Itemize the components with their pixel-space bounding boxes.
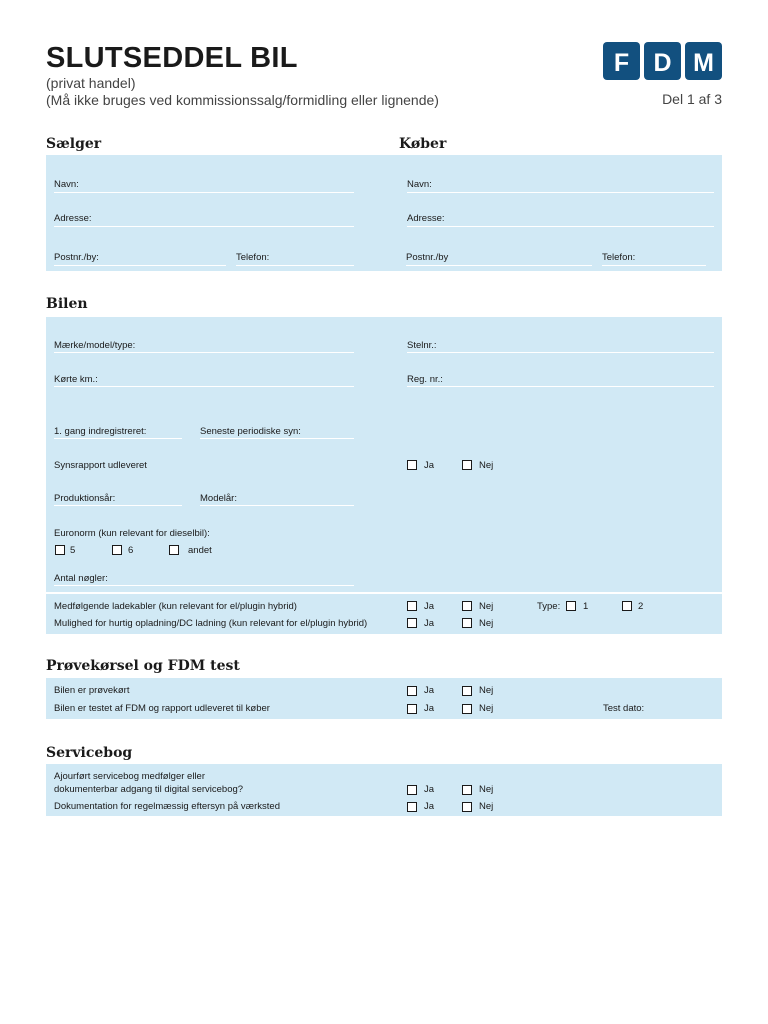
euronorm-5-checkbox[interactable] xyxy=(55,545,65,555)
car-heading: Bilen xyxy=(46,296,88,312)
seller-postal-label: Postnr./by: xyxy=(54,252,99,263)
prod-year-field[interactable] xyxy=(54,505,182,506)
seller-name-field[interactable] xyxy=(54,192,354,193)
fdm-tested-label: Bilen er testet af FDM og rapport udleveret til køber xyxy=(54,703,270,714)
report-yes-label: Ja xyxy=(424,460,435,471)
buyer-address-label: Adresse: xyxy=(407,213,445,224)
report-no-checkbox[interactable] xyxy=(462,460,472,470)
service-book-no-label: Nej xyxy=(479,784,494,795)
cables-yes-label: Ja xyxy=(424,601,435,612)
buyer-postal-field[interactable] xyxy=(406,265,592,266)
cables-no-label: Nej xyxy=(479,601,494,612)
car-panel xyxy=(46,317,722,634)
keys-field[interactable] xyxy=(54,585,354,586)
page-title: SLUTSEDDEL BIL xyxy=(46,42,298,74)
cable-type-label: Type: xyxy=(537,601,561,612)
euronorm-6-checkbox[interactable] xyxy=(112,545,122,555)
fdm-tested-no-checkbox[interactable] xyxy=(462,704,472,714)
car-divider xyxy=(46,592,722,594)
seller-address-field[interactable] xyxy=(54,226,354,227)
buyer-name-label: Navn: xyxy=(407,179,432,190)
fast-charge-no-label: Nej xyxy=(479,618,494,629)
cable-type-1-checkbox[interactable] xyxy=(566,601,576,611)
cables-label: Medfølgende ladekabler (kun relevant for el/plugin hybrid) xyxy=(54,601,297,612)
service-docs-label: Dokumentation for regelmæssig eftersyn på værksted xyxy=(54,801,280,812)
fast-charge-yes-label: Ja xyxy=(424,618,435,629)
buyer-heading: Køber xyxy=(399,136,447,152)
logo-letter-f: F xyxy=(603,42,640,80)
service-book-yes-label: Ja xyxy=(424,784,435,795)
car-make-field[interactable] xyxy=(54,352,354,353)
euronorm-other-label: andet xyxy=(188,545,212,556)
fast-charge-yes-checkbox[interactable] xyxy=(407,618,417,628)
service-book-yes-checkbox[interactable] xyxy=(407,785,417,795)
fast-charge-label: Mulighed for hurtig opladning/DC ladning (kun relevant for el/plugin hybrid) xyxy=(54,618,368,629)
service-heading: Servicebog xyxy=(46,745,133,761)
report-no-label: Nej xyxy=(479,460,494,471)
buyer-postal-label: Postnr./by xyxy=(406,252,449,263)
car-chassis-field[interactable] xyxy=(407,352,714,353)
cables-no-checkbox[interactable] xyxy=(462,601,472,611)
car-reg-field[interactable] xyxy=(407,386,714,387)
model-year-label: Modelår: xyxy=(200,493,237,504)
seller-name-label: Navn: xyxy=(54,179,79,190)
last-inspection-field[interactable] xyxy=(200,438,354,439)
fdm-tested-no-label: Nej xyxy=(479,703,494,714)
cable-type-2-checkbox[interactable] xyxy=(622,601,632,611)
first-reg-field[interactable] xyxy=(54,438,182,439)
buyer-address-field[interactable] xyxy=(407,226,714,227)
model-year-field[interactable] xyxy=(200,505,354,506)
buyer-name-field[interactable] xyxy=(407,192,714,193)
seller-phone-field[interactable] xyxy=(236,265,354,266)
subtitle-private: (privat handel) xyxy=(46,75,136,91)
report-yes-checkbox[interactable] xyxy=(407,460,417,470)
keys-label: Antal nøgler: xyxy=(54,573,108,584)
logo-letter-m: M xyxy=(685,42,722,80)
euronorm-label: Euronorm (kun relevant for dieselbil): xyxy=(54,528,210,539)
euronorm-6-label: 6 xyxy=(128,545,134,556)
service-book-label-2: dokumenterbar adgang til digital servicebog? xyxy=(54,784,244,795)
euronorm-other-checkbox[interactable] xyxy=(169,545,179,555)
test-driven-no-checkbox[interactable] xyxy=(462,686,472,696)
service-docs-yes-label: Ja xyxy=(424,801,435,812)
fast-charge-no-checkbox[interactable] xyxy=(462,618,472,628)
euronorm-5-label: 5 xyxy=(70,545,76,556)
cables-yes-checkbox[interactable] xyxy=(407,601,417,611)
seller-address-label: Adresse: xyxy=(54,213,92,224)
test-driven-label: Bilen er prøvekørt xyxy=(54,685,130,696)
service-docs-no-label: Nej xyxy=(479,801,494,812)
service-docs-yes-checkbox[interactable] xyxy=(407,802,417,812)
buyer-phone-field[interactable] xyxy=(602,265,706,266)
car-make-label: Mærke/model/type: xyxy=(54,340,136,351)
service-book-no-checkbox[interactable] xyxy=(462,785,472,795)
service-book-label-1: Ajourført servicebog medfølger eller xyxy=(54,771,205,782)
test-driven-yes-checkbox[interactable] xyxy=(407,686,417,696)
prod-year-label: Produktionsår: xyxy=(54,493,116,504)
report-label: Synsrapport udleveret xyxy=(54,460,147,471)
car-chassis-label: Stelnr.: xyxy=(407,340,437,351)
logo-letter-d: D xyxy=(644,42,681,80)
test-driven-no-label: Nej xyxy=(479,685,494,696)
buyer-phone-label: Telefon: xyxy=(602,252,636,263)
service-docs-no-checkbox[interactable] xyxy=(462,802,472,812)
fdm-logo xyxy=(603,42,722,80)
car-reg-label: Reg. nr.: xyxy=(407,374,443,385)
last-inspection-label: Seneste periodiske syn: xyxy=(200,426,301,437)
car-km-label: Kørte km.: xyxy=(54,374,98,385)
test-driven-yes-label: Ja xyxy=(424,685,435,696)
subtitle-restriction: (Må ikke bruges ved kommissionssalg/formidling eller lignende) xyxy=(46,92,439,108)
seller-postal-field[interactable] xyxy=(54,265,226,266)
seller-heading: Sælger xyxy=(46,136,102,152)
cable-type-2-label: 2 xyxy=(638,601,644,612)
first-reg-label: 1. gang indregistreret: xyxy=(54,426,147,437)
seller-phone-label: Telefon: xyxy=(236,252,270,263)
page-number: Del 1 af 3 xyxy=(662,91,722,107)
fdm-tested-yes-checkbox[interactable] xyxy=(407,704,417,714)
car-km-field[interactable] xyxy=(54,386,354,387)
cable-type-1-label: 1 xyxy=(583,601,589,612)
test-date-label: Test dato: xyxy=(603,703,645,714)
test-heading: Prøvekørsel og FDM test xyxy=(46,658,240,674)
fdm-tested-yes-label: Ja xyxy=(424,703,435,714)
